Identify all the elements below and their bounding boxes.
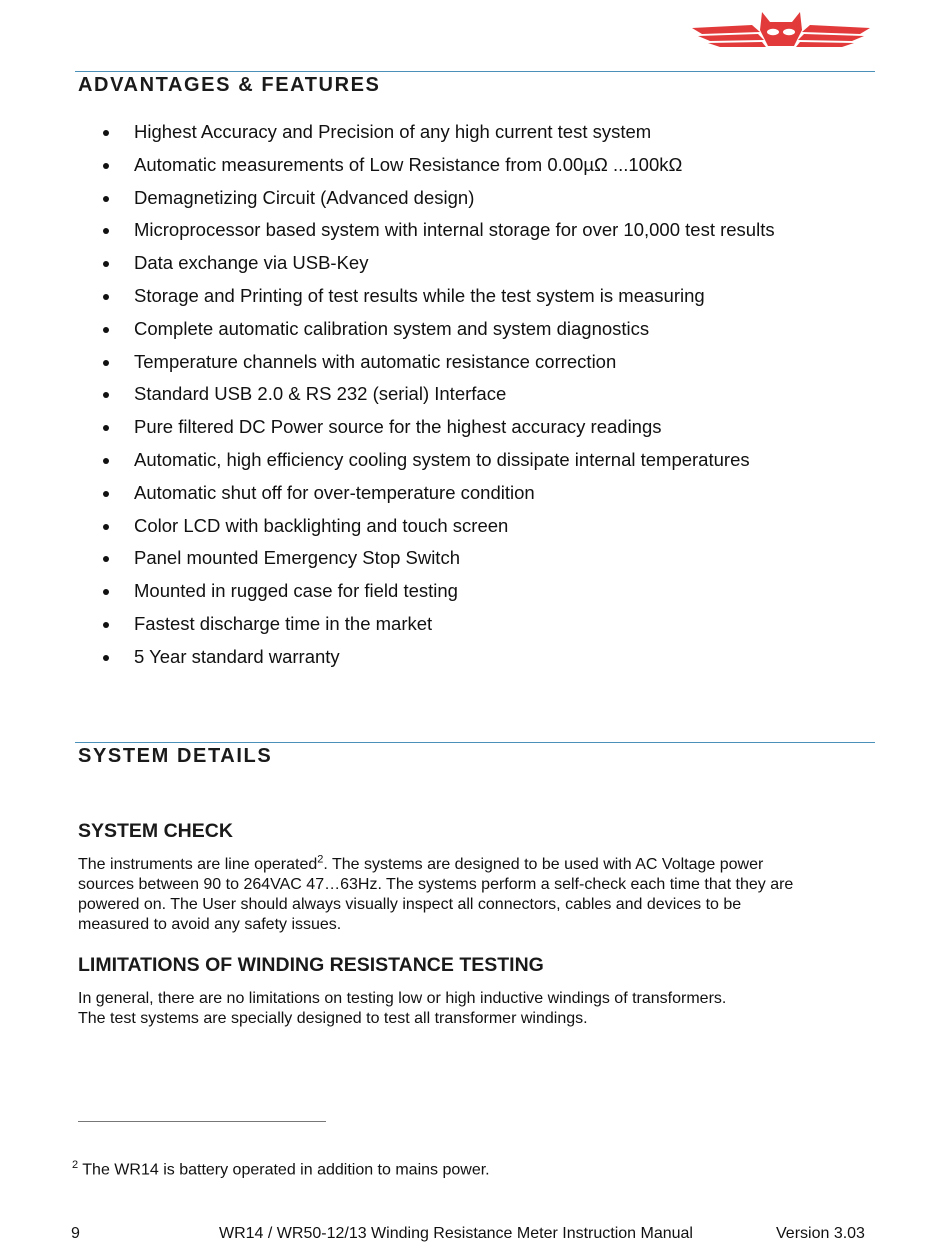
bullet-icon	[103, 360, 109, 366]
feature-text: Panel mounted Emergency Stop Switch	[134, 547, 460, 569]
feature-item	[0, 313, 775, 346]
feature-text: Automatic, high efficiency cooling system to dissipate internal temperatures	[134, 448, 750, 470]
system-check-line-4: measured to avoid any safety issues.	[78, 916, 342, 933]
feature-text: Automatic shut off for over-temperature condition	[134, 481, 535, 503]
section-rule-top	[75, 71, 875, 72]
feature-item	[0, 608, 775, 641]
system-check-paragraph	[78, 855, 868, 935]
feature-item	[0, 542, 775, 575]
bullet-icon	[103, 163, 109, 169]
version-label: Version 3.03	[776, 1225, 865, 1242]
feature-text: Data exchange via USB-Key	[134, 252, 369, 274]
footnote-ref[interactable]: 2	[317, 853, 324, 866]
feature-text: Highest Accuracy and Precision of any high current test system	[134, 121, 652, 142]
feature-text: Pure filtered DC Power source for the highest accuracy readings	[134, 416, 662, 438]
feature-text: Color LCD with backlighting and touch screen	[134, 514, 509, 536]
bullet-icon	[103, 294, 109, 300]
feature-text: 5 Year standard warranty	[134, 645, 340, 667]
limitations-paragraph	[78, 989, 868, 1029]
bullet-icon	[103, 491, 109, 497]
feature-item	[0, 116, 775, 149]
limitations-line-1: In general, there are no limitations on testing low or high inductive windings of transformers.	[78, 990, 727, 1007]
bullet-icon	[103, 556, 109, 562]
subsection-title-system-check: SYSTEM CHECK	[78, 820, 233, 842]
feature-item	[0, 477, 775, 510]
bullet-icon	[103, 392, 109, 398]
feature-item	[0, 575, 775, 608]
bullet-icon	[103, 458, 109, 464]
page-number: 9	[71, 1225, 80, 1242]
footnote	[72, 1159, 490, 1179]
bullet-icon	[103, 622, 109, 628]
feature-text: Storage and Printing of test results while the test system is measuring	[134, 284, 705, 306]
feature-item	[0, 641, 775, 674]
bullet-icon	[103, 524, 109, 530]
footnote-separator	[78, 1121, 326, 1122]
feature-text: Automatic measurements of Low Resistance from 0.00µΩ ...100kΩ	[134, 153, 683, 175]
features-list	[0, 116, 775, 674]
feature-item	[0, 247, 775, 280]
bullet-icon	[103, 130, 109, 136]
feature-item	[0, 444, 775, 477]
feature-text: Mounted in rugged case for field testing	[134, 580, 458, 602]
subsection-title-limitations: LIMITATIONS OF WINDING RESISTANCE TESTING	[78, 954, 544, 976]
bullet-icon	[103, 589, 109, 595]
bullet-icon	[103, 655, 109, 661]
feature-item	[0, 214, 775, 247]
limitations-line-2: The test systems are specially designed to test all transformer windings.	[78, 1010, 588, 1027]
feature-item	[0, 510, 775, 543]
bullet-icon	[103, 228, 109, 234]
feature-text: Microprocessor based system with internal storage for over 10,000 test results	[134, 219, 775, 241]
feature-text: Complete automatic calibration system and system diagnostics	[134, 317, 650, 339]
footnote-text: The WR14 is battery operated in addition to mains power.	[78, 1161, 490, 1179]
manual-title: WR14 / WR50-12/13 Winding Resistance Meter Instruction Manual	[219, 1225, 693, 1242]
section-title-system-details: SYSTEM DETAILS	[78, 745, 273, 767]
feature-item	[0, 280, 775, 313]
feature-text: Temperature channels with automatic resistance correction	[134, 350, 617, 372]
feature-text: Fastest discharge time in the market	[134, 612, 433, 634]
section-title-advantages: ADVANTAGES & FEATURES	[78, 74, 381, 96]
bullet-icon	[103, 425, 109, 431]
bullet-icon	[103, 327, 109, 333]
feature-text: Standard USB 2.0 & RS 232 (serial) Interface	[134, 383, 507, 405]
feature-item	[0, 378, 775, 411]
feature-item	[0, 346, 775, 379]
bullet-icon	[103, 261, 109, 267]
feature-item	[0, 182, 775, 215]
footnote-marker: 2	[72, 1159, 79, 1171]
section-rule-system-details	[75, 742, 875, 743]
system-check-line-3: powered on. The User should always visually inspect all connectors, cables and devices to be	[78, 896, 742, 913]
system-check-line-2: sources between 90 to 264VAC 47…63Hz. The systems perform a self-check each time that they are	[78, 876, 794, 893]
feature-item	[0, 411, 775, 444]
system-check-line-1: The instruments are line operated$^2$. The systems are designed to be used with AC Voltage power	[78, 853, 764, 873]
winged-mask-logo-icon	[690, 8, 872, 52]
feature-item	[0, 149, 775, 182]
bullet-icon	[103, 196, 109, 202]
feature-text: Demagnetizing Circuit (Advanced design)	[134, 186, 475, 208]
